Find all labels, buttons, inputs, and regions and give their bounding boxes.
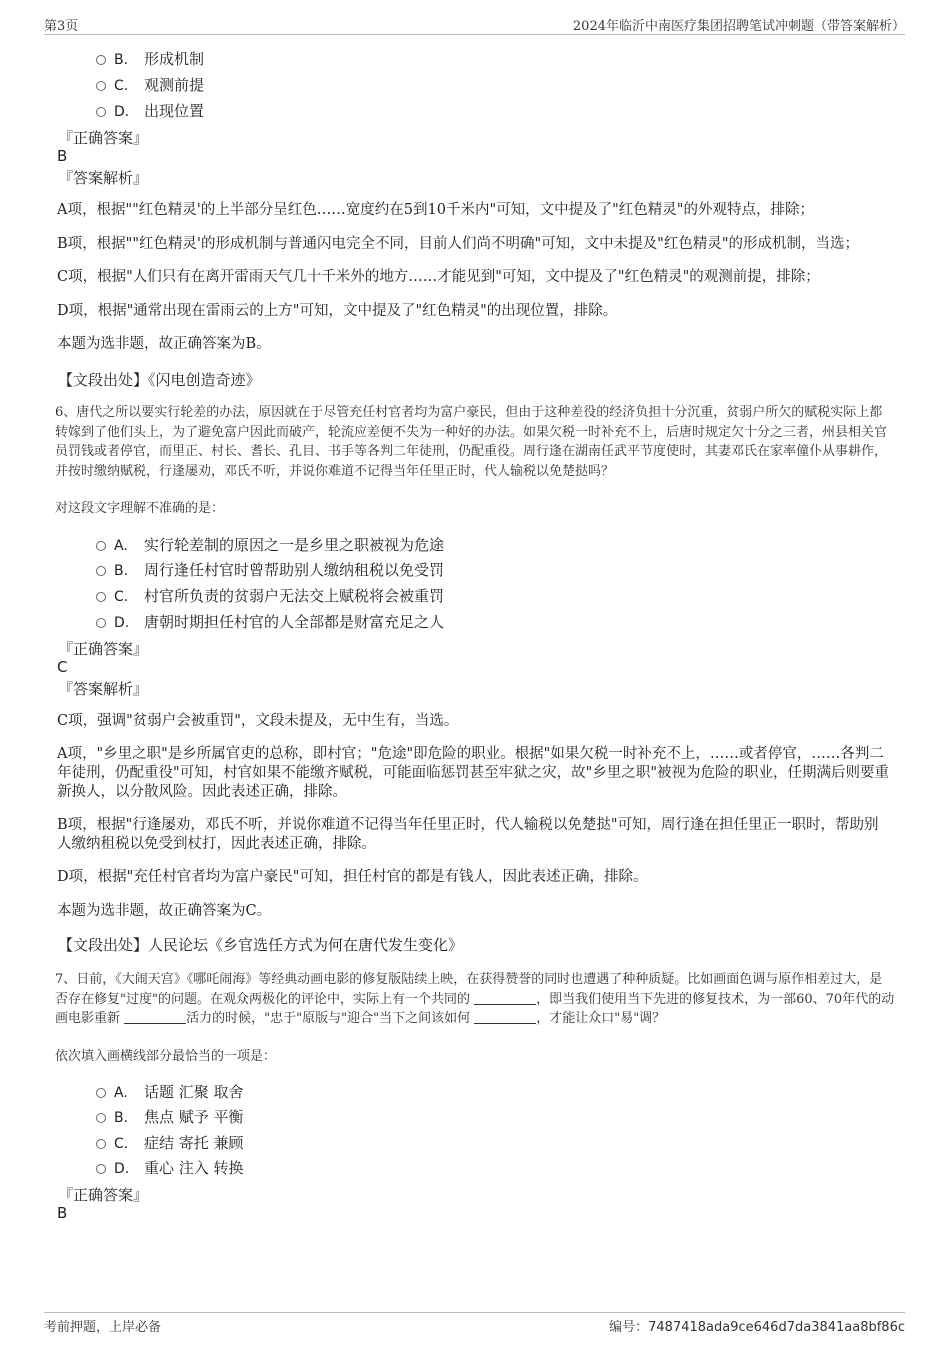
radio-icon[interactable]: [96, 566, 106, 576]
option-a[interactable]: A. 话题 汇聚 取舍: [96, 1081, 244, 1102]
answer-value: B: [57, 1204, 68, 1222]
option-b[interactable]: B. 形成机制: [96, 48, 204, 69]
option-c[interactable]: C. 村官所负责的贫弱户无法交上赋税将会被重罚: [96, 585, 444, 606]
question-text: 6、唐代之所以要实行轮差的办法，原因就在于尽管充任村官者均为富户豪民，但由于这种差役的经济负担十分沉重，贫弱户所欠的赋税实际上都转嫁到了他们头上，为了避免富户因此而破产，轮流应差便不失为一种好的办法。如果欠税一时补充不上，后唐时规定欠十分之三者，州县相关官员罚钱或者停官，而里正、村长、耆长、孔目、书手等各判二年徒刑，仍配重役。周行逢在湖南任武平节度使时，其妻邓氏在家率僮仆从事耕作，并按时缴纳赋税，行逢屡劝，邓氏不听，并说你难道不记得当年任里正时，代人输税以免楚挞吗？: [55, 405, 888, 479]
analysis-paragraph: A项，根据""红色精灵'的上半部分呈红色……宽度约在5到10千米内"可知，文中提及了"红色精灵"的外观特点，排除；: [57, 202, 814, 218]
radio-icon[interactable]: [96, 55, 106, 65]
radio-icon[interactable]: [96, 541, 106, 551]
analysis-paragraph: D项，根据"通常出现在雷雨云的上方"可知，文中提及了"红色精灵"的出现位置，排除。: [57, 303, 618, 319]
option-d[interactable]: D. 重心 注入 转换: [96, 1157, 244, 1178]
page-number: 第3页: [44, 19, 79, 34]
analysis-paragraph: D项，根据"充任村官者均为富户豪民"可知，担任村官的都是有钱人，因此表述正确，排除。: [57, 869, 648, 885]
fill-blank: [474, 1011, 536, 1024]
fill-blank: [474, 992, 536, 1005]
answer-label: 『正确答案』: [58, 640, 149, 658]
radio-icon[interactable]: [96, 1139, 106, 1149]
option-b[interactable]: B. 焦点 赋予 平衡: [96, 1106, 244, 1127]
question-prompt: 对这段文字理解不准确的是：: [55, 501, 225, 516]
answer-label: 『正确答案』: [58, 1186, 149, 1204]
analysis-paragraph: B项，根据"行逢屡劝，邓氏不听，并说你难道不记得当年任里正时，代人输税以免楚挞"可知，周行逢在担任里正一职时，帮助别人缴纳租税以免受到杖打，因此表述正确，排除。: [57, 817, 879, 852]
analysis-paragraph: C项，强调"贫弱户会被重罚"，文段未提及，无中生有，当选。: [57, 713, 459, 729]
radio-icon[interactable]: [96, 107, 106, 117]
analysis-conclusion: 本题为选非题，故正确答案为B。: [57, 336, 271, 352]
analysis-paragraph: B项，根据""红色精灵'的形成机制与普通闪电完全不同，目前人们尚不明确"可知，文中未提及"红色精灵"的形成机制，当选；: [57, 236, 859, 252]
option-c[interactable]: C. 观测前提: [96, 74, 204, 95]
document-title: 2024年临沂中南医疗集团招聘笔试冲刺题（带答案解析）: [572, 19, 905, 34]
answer-value: C: [57, 658, 68, 676]
radio-icon[interactable]: [96, 1113, 106, 1123]
question-text: 7、日前，《大闹天宫》《哪吒闹海》等经典动画电影的修复版陆续上映，在获得赞誉的同时也遭遇了种种质疑。比如画面色调与原作相差过大，是否存在修复"过度"的问题。在观众两极化的评论中，实际上有一个共同的 ，即当我们使用当下先进的修复技术，为一部60、70年代的动画电影重新 活力的时候，"忠于"原版与"迎合"当下之间该如何 ，才能让众口"易"调？: [55, 972, 895, 1026]
analysis-paragraph: C项，根据"人们只有在离开雷雨天气几十千米外的地方……才能见到"可知，文中提及了"红色精灵"的观测前提，排除；: [57, 269, 820, 285]
radio-icon[interactable]: [96, 592, 106, 602]
question-prompt: 依次填入画横线部分最恰当的一项是：: [55, 1049, 277, 1064]
fill-blank: [124, 1011, 186, 1024]
analysis-paragraph: A项，"乡里之职"是乡所属官吏的总称，即村官；"危途"即危险的职业。根据"如果欠税一时补充不上，……或者停官，……各判二年徒刑，仍配重役"可知，村官如果不能缴齐赋税，可能面临惩罚甚至牢狱之灾，故"乡里之职"被视为危险的职业，任期满后则要重新换人，以分散风险。因此表述正确，排除。: [57, 746, 890, 800]
option-b[interactable]: B. 周行逢任村官时曾帮助别人缴纳租税以免受罚: [96, 559, 444, 580]
page-header: [44, 14, 905, 35]
analysis-conclusion: 本题为选非题，故正确答案为C。: [57, 903, 272, 919]
analysis-label: 『答案解析』: [58, 169, 149, 187]
radio-icon[interactable]: [96, 618, 106, 628]
answer-label: 『正确答案』: [58, 129, 149, 147]
option-d[interactable]: D. 唐朝时期担任村官的人全部都是财富充足之人: [96, 611, 444, 632]
document-id: 编号：7487418ada9ce646d7da3841aa8bf86c: [609, 1320, 905, 1335]
analysis-label: 『答案解析』: [58, 680, 149, 698]
radio-icon[interactable]: [96, 81, 106, 91]
option-a[interactable]: A. 实行轮差制的原因之一是乡里之职被视为危途: [96, 534, 444, 555]
option-c[interactable]: C. 症结 寄托 兼顾: [96, 1132, 244, 1153]
source-citation: 【文段出处】人民论坛《乡官选任方式为何在唐代发生变化》: [58, 936, 464, 954]
answer-value: B: [57, 147, 68, 165]
page-footer: [44, 1312, 905, 1337]
option-d[interactable]: D. 出现位置: [96, 100, 204, 121]
source-citation: 【文段出处】《闪电创造奇迹》: [58, 371, 261, 389]
radio-icon[interactable]: [96, 1164, 106, 1174]
footer-slogan: 考前押题，上岸必备: [44, 1320, 162, 1335]
radio-icon[interactable]: [96, 1088, 106, 1098]
